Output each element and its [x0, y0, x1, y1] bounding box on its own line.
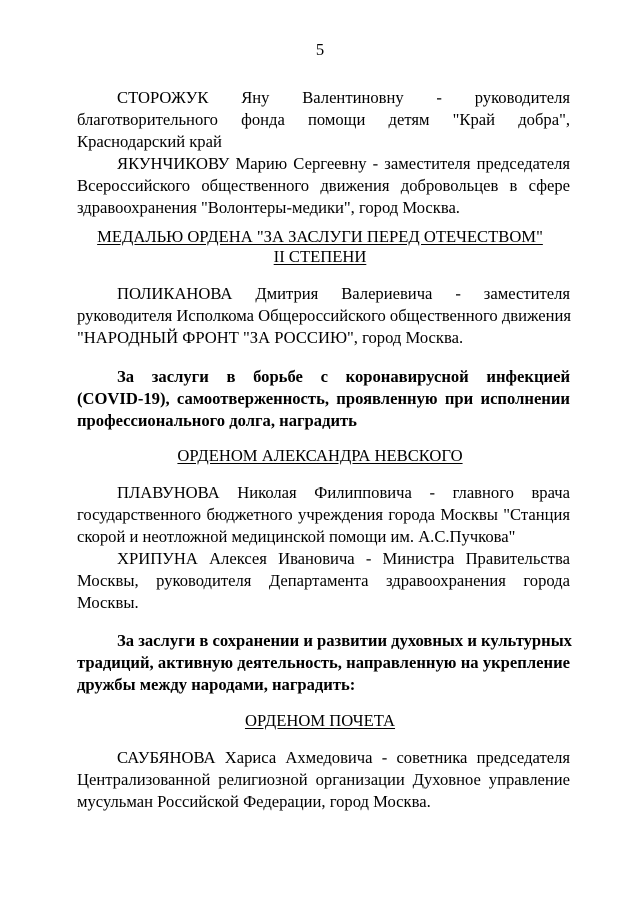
award-heading: МЕДАЛЬЮ ОРДЕНА "ЗА ЗАСЛУГИ ПЕРЕД ОТЕЧЕСТВОМ" — [97, 227, 543, 246]
award-heading: ОРДЕНОМ АЛЕКСАНДРА НЕВСКОГО — [177, 446, 463, 465]
award-entry-line: ПЛАВУНОВА Николая Филипповича - главного врача — [117, 483, 570, 502]
award-entry-line: руководителя Исполкома Общероссийского общественного движения — [77, 306, 571, 325]
award-entry-line: Всероссийского общественного движения добровольцев в сфере — [77, 176, 570, 195]
award-entry-line: Москвы, руководителя Департамента здравоохранения города — [77, 571, 570, 590]
award-reason-line: дружбы между народами, наградить: — [77, 675, 356, 694]
award-entry-line: здравоохранения "Волонтеры-медики", город Москва. — [77, 198, 460, 217]
award-reason-line: (COVID-19), самоотверженность, проявленную при исполнении — [77, 389, 570, 408]
award-entry-line: "НАРОДНЫЙ ФРОНТ "ЗА РОССИЮ", город Москва. — [77, 328, 464, 347]
award-entry-line: САУБЯНОВА Хариса Ахмедовича - советника председателя — [117, 748, 570, 767]
award-heading: ОРДЕНОМ ПОЧЕТА — [244, 711, 396, 730]
award-entry-line: ХРИПУНА Алексея Ивановича - Министра Правительства — [117, 549, 570, 568]
award-reason-line: традиций, активную деятельность, направленную на укрепление — [77, 653, 570, 672]
award-reason-line: За заслуги в сохранении и развитии духовных и культурных — [117, 631, 572, 650]
award-reason-line: профессионального долга, наградить — [77, 411, 357, 430]
award-entry-line: ЯКУНЧИКОВУ Марию Сергеевну - заместителя председателя — [117, 154, 570, 173]
award-entry-line: СТОРОЖУК Яну Валентиновну - руководителя — [117, 88, 570, 107]
award-heading: II СТЕПЕНИ — [273, 247, 367, 266]
award-entry-line: мусульман Российской Федерации, город Москва. — [77, 792, 431, 811]
award-reason-line: За заслуги в борьбе с коронавирусной инфекцией — [117, 367, 570, 386]
award-entry-line: Краснодарский край — [77, 132, 222, 151]
award-entry-line: государственного бюджетного учреждения города Москвы "Станция — [77, 505, 570, 524]
award-entry-line: ПОЛИКАНОВА Дмитрия Валериевича - заместителя — [117, 284, 570, 303]
award-entry-line: благотворительного фонда помощи детям "Край добра", — [77, 110, 570, 129]
page-number: 5 — [315, 40, 325, 59]
award-entry-line: Централизованной религиозной организации Духовное управление — [77, 770, 570, 789]
award-entry-line: Москвы. — [77, 593, 139, 612]
award-entry-line: скорой и неотложной медицинской помощи им. А.С.Пучкова" — [77, 527, 516, 546]
